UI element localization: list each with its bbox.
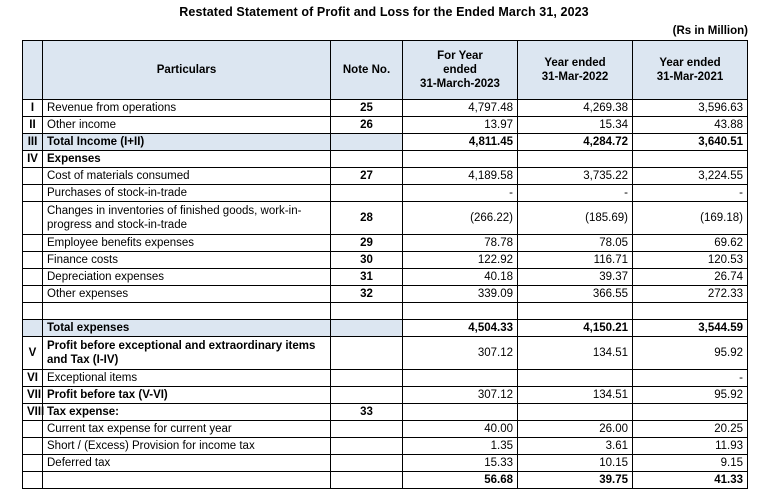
row-value-2023: 1.35 [403,438,518,455]
row-note [331,438,403,455]
table-row-exceptional-items [23,370,748,387]
table-row [23,252,748,269]
row-value-2023 [403,404,518,421]
header-year-2023-line3: 31-March-2023 [420,78,500,90]
row-value-2022: 4,284.72 [518,134,633,151]
row-particulars: Employee benefits expenses [43,235,331,252]
row-value-2023: 40.00 [403,421,518,438]
row-value-2023: 40.18 [403,269,518,286]
row-note [331,185,403,202]
row-value-2023: 78.78 [403,235,518,252]
row-value-2022: 26.00 [518,421,633,438]
row-number: III [23,134,43,151]
table-row-expenses-header [23,151,748,168]
table-row-profit-before-exceptional [23,337,748,370]
row-number: VII [23,387,43,404]
header-note-no: Note No. [331,41,403,100]
profit-loss-table [22,40,748,489]
row-value-2022: 39.75 [518,472,633,489]
row-value-2021: 11.93 [633,438,748,455]
row-note: 32 [331,286,403,303]
row-note: 27 [331,168,403,185]
row-value-2023: 122.92 [403,252,518,269]
row-value-2022: - [518,185,633,202]
row-particulars: Expenses [43,151,331,168]
row-value-2023: 4,811.45 [403,134,518,151]
row-value-2021: 3,596.63 [633,100,748,117]
row-value-2023: 339.09 [403,286,518,303]
table-row-total-income [23,134,748,151]
row-note [331,421,403,438]
table-row [23,455,748,472]
row-value-2022 [518,303,633,320]
row-value-2022: 134.51 [518,387,633,404]
row-particulars: Other income [43,117,331,134]
row-particulars: Tax expense: [43,404,331,421]
row-number [23,235,43,252]
row-value-2021: 69.62 [633,235,748,252]
row-number: VIII [23,404,43,421]
table-body [23,100,748,489]
row-particulars: Cost of materials consumed [43,168,331,185]
row-value-2021: - [633,185,748,202]
row-value-2021 [633,303,748,320]
table-row [23,286,748,303]
row-note [331,151,403,168]
row-value-2022: 3,735.22 [518,168,633,185]
row-value-2022: 3.61 [518,438,633,455]
row-value-2021: 3,640.51 [633,134,748,151]
row-value-2023: 4,504.33 [403,320,518,337]
table-row [23,438,748,455]
row-value-2021: 3,224.55 [633,168,748,185]
row-number: IV [23,151,43,168]
row-particulars: Purchases of stock-in-trade [43,185,331,202]
row-number [23,303,43,320]
row-particulars: Deferred tax [43,455,331,472]
row-particulars: Total expenses [43,320,331,337]
table-row [23,421,748,438]
row-value-2021: 26.74 [633,269,748,286]
row-note: 31 [331,269,403,286]
row-note: 26 [331,117,403,134]
row-particulars: Profit before tax (V-VI) [43,387,331,404]
table-row [23,100,748,117]
header-year-2022 [518,41,633,100]
header-year-2023-line1: For Year [437,49,483,62]
row-value-2022: 39.37 [518,269,633,286]
row-note [331,303,403,320]
row-value-2023: 4,797.48 [403,100,518,117]
header-year-2022-line1: Year ended [544,56,606,69]
row-particulars: Current tax expense for current year [43,421,331,438]
row-value-2021 [633,151,748,168]
row-note: 25 [331,100,403,117]
row-particulars: Total Income (I+II) [43,134,331,151]
row-number [23,421,43,438]
header-year-2021-line2: 31-Mar-2021 [656,71,724,83]
row-note [331,134,403,151]
row-number: II [23,117,43,134]
row-note [331,320,403,337]
table-row [23,202,748,235]
row-particulars [43,303,331,320]
row-number: VI [23,370,43,387]
row-value-2022: 4,150.21 [518,320,633,337]
row-value-2021: (169.18) [633,202,748,235]
row-value-2022: 15.34 [518,117,633,134]
table-row-tax-expense-header [23,404,748,421]
row-particulars: Profit before exceptional and extraordinary items and Tax (I-IV) [43,337,331,370]
row-particulars: Revenue from operations [43,100,331,117]
header-year-2023-line2: ended [443,63,477,76]
header-year-2022-line2: 31-Mar-2022 [541,71,609,83]
row-value-2023: 13.97 [403,117,518,134]
row-value-2021: 95.92 [633,387,748,404]
row-number [23,472,43,489]
row-number [23,286,43,303]
header-year-2021 [633,41,748,100]
row-number [23,185,43,202]
header-year-2021-line1: Year ended [659,56,721,69]
row-note: 29 [331,235,403,252]
row-note [331,387,403,404]
row-particulars: Depreciation expenses [43,269,331,286]
row-value-2021: 41.33 [633,472,748,489]
row-value-2023: - [403,185,518,202]
row-value-2023: 307.12 [403,387,518,404]
table-header-row [23,41,748,100]
table-row [23,235,748,252]
row-number [23,202,43,235]
row-number [23,455,43,472]
row-particulars: Changes in inventories of finished goods, work-in-progress and stock-in-trade [43,202,331,235]
row-note: 28 [331,202,403,235]
header-particulars: Particulars [43,41,331,100]
row-value-2021: 9.15 [633,455,748,472]
table-row-total-expenses [23,320,748,337]
row-number [23,269,43,286]
row-note [331,370,403,387]
row-particulars: Exceptional items [43,370,331,387]
row-value-2022: 116.71 [518,252,633,269]
row-value-2023: 307.12 [403,337,518,370]
row-value-2021: - [633,370,748,387]
row-particulars: Finance costs [43,252,331,269]
row-note: 33 [331,404,403,421]
page-title: Restated Statement of Profit and Loss for the Ended March 31, 2023 [179,5,589,19]
header-row-number [23,41,43,100]
row-number: V [23,337,43,370]
row-note [331,337,403,370]
row-value-2023: 15.33 [403,455,518,472]
row-value-2021: 95.92 [633,337,748,370]
row-value-2021: 43.88 [633,117,748,134]
row-number [23,320,43,337]
row-value-2023: 56.68 [403,472,518,489]
row-value-2023 [403,370,518,387]
row-value-2023: 4,189.58 [403,168,518,185]
row-value-2021: 3,544.59 [633,320,748,337]
row-number [23,252,43,269]
row-value-2023: (266.22) [403,202,518,235]
row-particulars: Short / (Excess) Provision for income tax [43,438,331,455]
row-particulars [43,472,331,489]
row-note [331,472,403,489]
row-value-2022: 134.51 [518,337,633,370]
row-number: I [23,100,43,117]
table-row-spacer [23,303,748,320]
header-year-2023 [403,41,518,100]
row-value-2022 [518,151,633,168]
currency-units-label: (Rs in Million) [672,25,748,37]
row-value-2021: 272.33 [633,286,748,303]
row-value-2023 [403,303,518,320]
row-value-2022: 366.55 [518,286,633,303]
table-row [23,269,748,286]
row-particulars: Other expenses [43,286,331,303]
table-row [23,185,748,202]
row-value-2022 [518,370,633,387]
row-value-2021: 20.25 [633,421,748,438]
row-value-2021 [633,404,748,421]
table-row [23,168,748,185]
row-number [23,168,43,185]
row-note [331,455,403,472]
row-number [23,438,43,455]
table-row-profit-before-tax [23,387,748,404]
table-header [23,41,748,100]
row-value-2022: 10.15 [518,455,633,472]
row-value-2022 [518,404,633,421]
row-value-2022: (185.69) [518,202,633,235]
row-value-2022: 4,269.38 [518,100,633,117]
row-note: 30 [331,252,403,269]
row-value-2022: 78.05 [518,235,633,252]
table-row-total-tax [23,472,748,489]
row-value-2021: 120.53 [633,252,748,269]
row-value-2023 [403,151,518,168]
table-row [23,117,748,134]
